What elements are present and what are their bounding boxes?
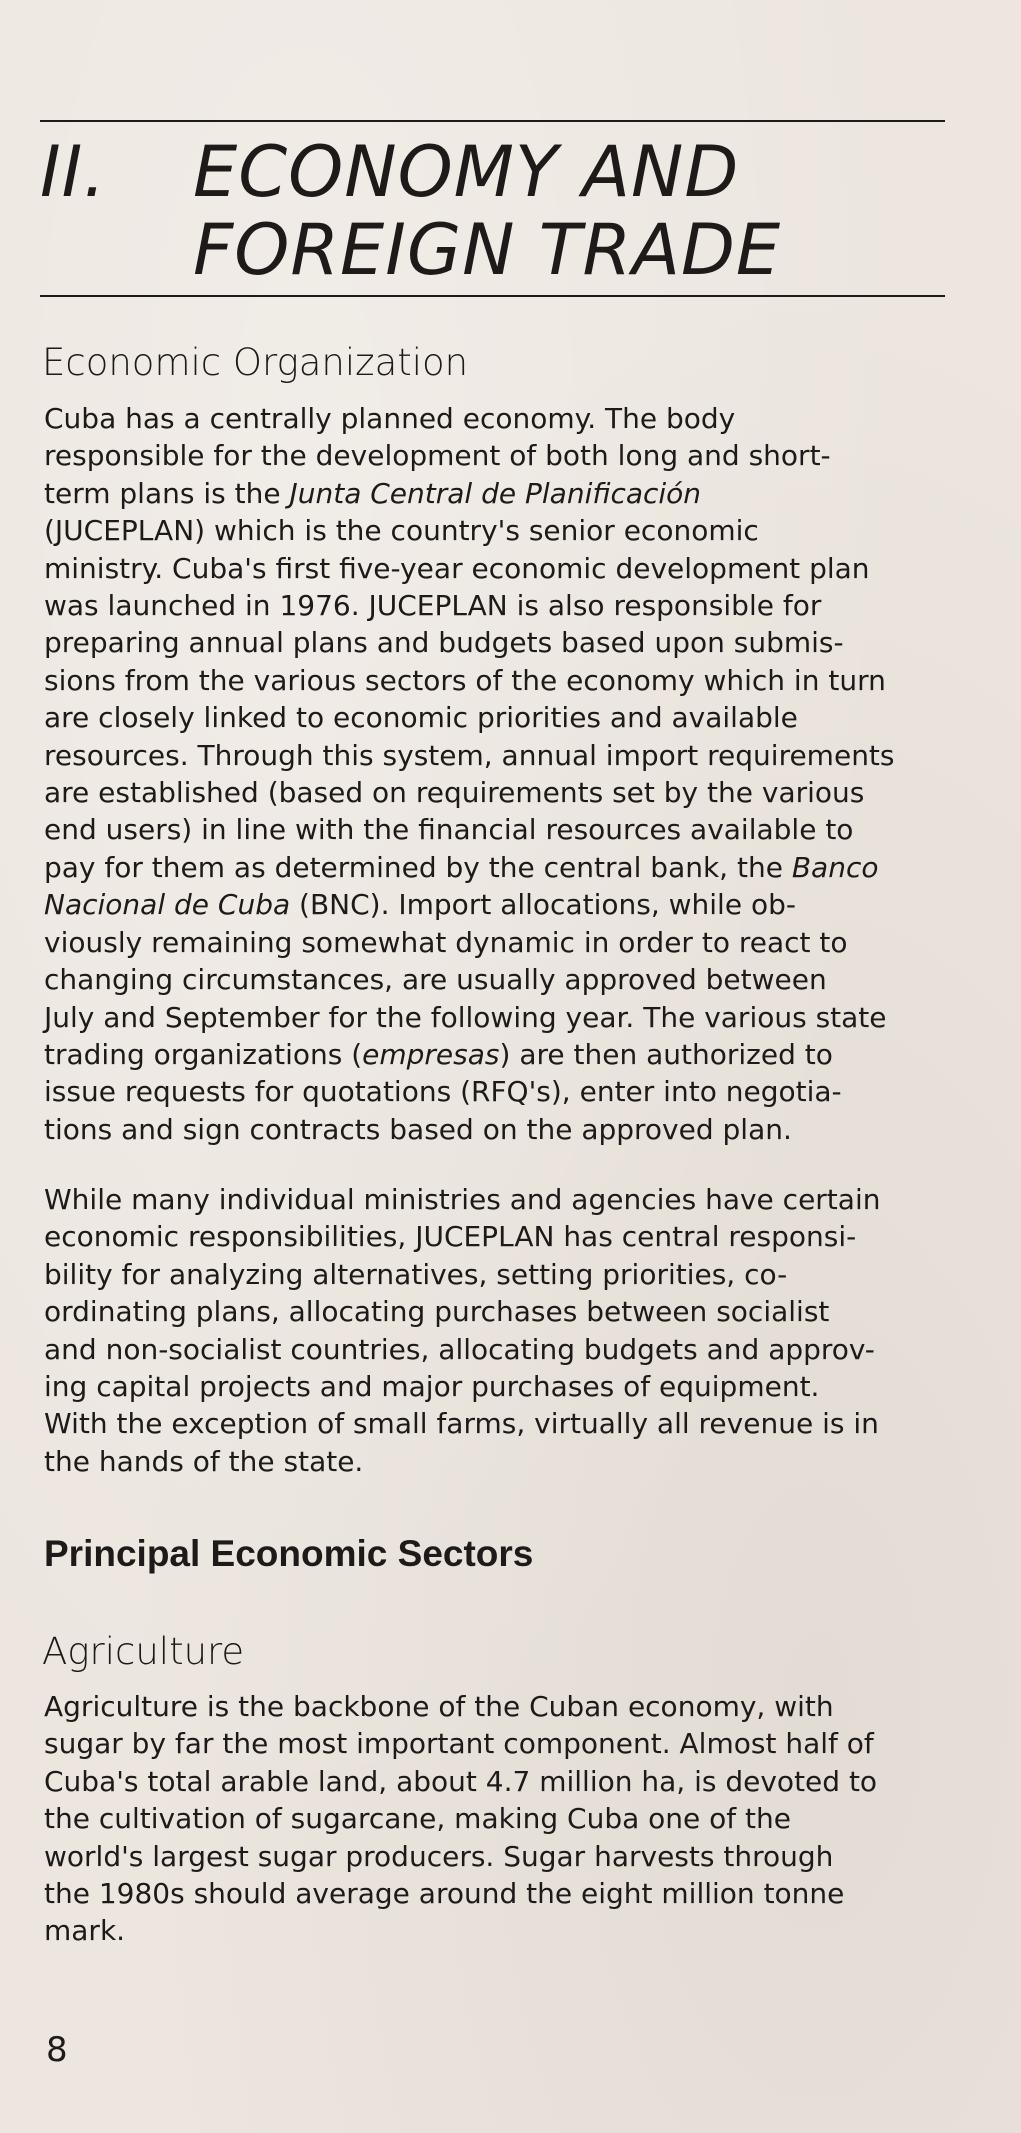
text-line xyxy=(44,662,964,699)
paragraph-economic-organization-1 xyxy=(44,400,964,1148)
text-line xyxy=(44,437,964,474)
text-line xyxy=(44,624,964,661)
text-run: are closely linked to economic priorities and available xyxy=(44,701,798,735)
text-run: Nacional de Cuba xyxy=(44,888,291,922)
text-run: Cuba's total arable land, about 4.7 million ha, is devoted to xyxy=(44,1764,878,1798)
text-run: ) are then authorized to xyxy=(499,1037,833,1071)
text-run: ordinating plans, allocating purchases between socialist xyxy=(44,1295,830,1329)
text-line xyxy=(44,699,964,736)
text-line xyxy=(44,774,964,811)
text-run: term plans is the xyxy=(44,476,290,510)
text-line xyxy=(44,1368,964,1405)
text-line xyxy=(44,737,964,774)
text-run: While many individual ministries and agencies have certain xyxy=(44,1183,881,1216)
chapter-title xyxy=(193,133,781,289)
text-line xyxy=(44,475,964,512)
text-run: July and September for the following year. The various state xyxy=(44,1000,887,1034)
text-run: (JUCEPLAN) which is the country's senior economic xyxy=(44,514,759,548)
text-run: trading organizations ( xyxy=(44,1037,363,1071)
text-line xyxy=(44,1763,964,1800)
text-run: issue requests for quotations (RFQ's), enter into negotia- xyxy=(44,1075,842,1109)
text-line xyxy=(44,550,964,587)
text-run: With the exception of small farms, virtually all revenue is in xyxy=(44,1407,879,1441)
text-run: empresas xyxy=(362,1037,500,1071)
bottom-rule xyxy=(40,295,945,297)
text-run: was launched in 1976. JUCEPLAN is also responsible for xyxy=(44,589,822,623)
text-run: ing capital projects and major purchases of equipment. xyxy=(44,1370,820,1404)
text-line xyxy=(44,924,964,961)
text-line xyxy=(44,1293,964,1330)
text-line xyxy=(44,1256,964,1293)
text-line xyxy=(44,1073,964,1110)
text-line xyxy=(44,1912,964,1949)
text-line xyxy=(44,1111,964,1148)
text-line xyxy=(44,999,964,1036)
text-run: Agriculture is the backbone of the Cuban economy, with xyxy=(44,1690,834,1723)
paragraph-economic-organization-2 xyxy=(44,1181,964,1480)
text-line xyxy=(44,1036,964,1073)
text-run: are established (based on requirements set by the various xyxy=(44,776,865,810)
text-run: world's largest sugar producers. Sugar harvests through xyxy=(44,1839,834,1873)
text-run: preparing annual plans and budgets based upon submis- xyxy=(44,626,844,660)
text-line xyxy=(44,1838,964,1875)
text-line xyxy=(44,1218,964,1255)
chapter-title-line-1: ECONOMY AND xyxy=(193,131,740,213)
text-line xyxy=(44,1875,964,1912)
text-run: Cuba has a centrally planned economy. The body xyxy=(44,402,736,435)
text-line xyxy=(44,1181,964,1218)
text-run: bility for analyzing alternatives, setting priorities, co- xyxy=(44,1257,788,1291)
text-line xyxy=(44,1688,964,1725)
text-line xyxy=(44,811,964,848)
text-run: economic responsibilities, JUCEPLAN has central responsi- xyxy=(44,1220,857,1254)
section-heading-principal-economic-sectors: Principal Economic Sectors xyxy=(44,1533,534,1574)
text-line xyxy=(44,1405,964,1442)
text-line xyxy=(44,1800,964,1837)
chapter-number: II. xyxy=(40,131,107,213)
text-line xyxy=(44,886,964,923)
text-run: (BNC). Import allocations, while ob- xyxy=(290,888,796,922)
text-run: sugar by far the most important component. Almost half of xyxy=(44,1727,874,1761)
paragraph-agriculture-1 xyxy=(44,1688,964,1950)
text-run: the cultivation of sugarcane, making Cuba one of the xyxy=(44,1802,791,1836)
chapter-title-line-2: FOREIGN TRADE xyxy=(193,209,782,291)
text-line xyxy=(44,400,964,437)
text-line xyxy=(44,1331,964,1368)
text-run: resources. Through this system, annual import requirements xyxy=(44,738,895,772)
text-run: mark. xyxy=(44,1914,126,1948)
text-run: responsible for the development of both long and short- xyxy=(44,439,831,473)
text-run: Banco xyxy=(791,850,879,884)
page-number: 8 xyxy=(46,2030,68,2070)
text-run: viously remaining somewhat dynamic in order to react to xyxy=(44,925,848,959)
top-rule xyxy=(40,120,945,122)
text-run: pay for them as determined by the central bank, the xyxy=(44,850,792,884)
text-run: ministry. Cuba's first five-year economic development plan xyxy=(44,551,870,585)
text-run: tions and sign contracts based on the approved plan. xyxy=(44,1112,792,1146)
text-run: sions from the various sectors of the economy which in turn xyxy=(44,663,886,697)
section-heading-economic-organization: Economic Organization xyxy=(42,341,469,384)
text-run: the hands of the state. xyxy=(44,1444,364,1478)
text-line xyxy=(44,512,964,549)
text-line xyxy=(44,1443,964,1480)
text-line xyxy=(44,587,964,624)
text-line xyxy=(44,961,964,998)
text-run: end users) in line with the financial resources available to xyxy=(44,813,854,847)
text-run: and non-socialist countries, allocating budgets and approv- xyxy=(44,1332,875,1366)
text-line xyxy=(44,1725,964,1762)
text-run: Junta Central de Planificación xyxy=(289,476,702,510)
text-line xyxy=(44,849,964,886)
text-run: changing circumstances, are usually approved between xyxy=(44,963,827,997)
text-run: the 1980s should average around the eight million tonne xyxy=(44,1877,845,1911)
section-heading-agriculture: Agriculture xyxy=(42,1630,245,1673)
